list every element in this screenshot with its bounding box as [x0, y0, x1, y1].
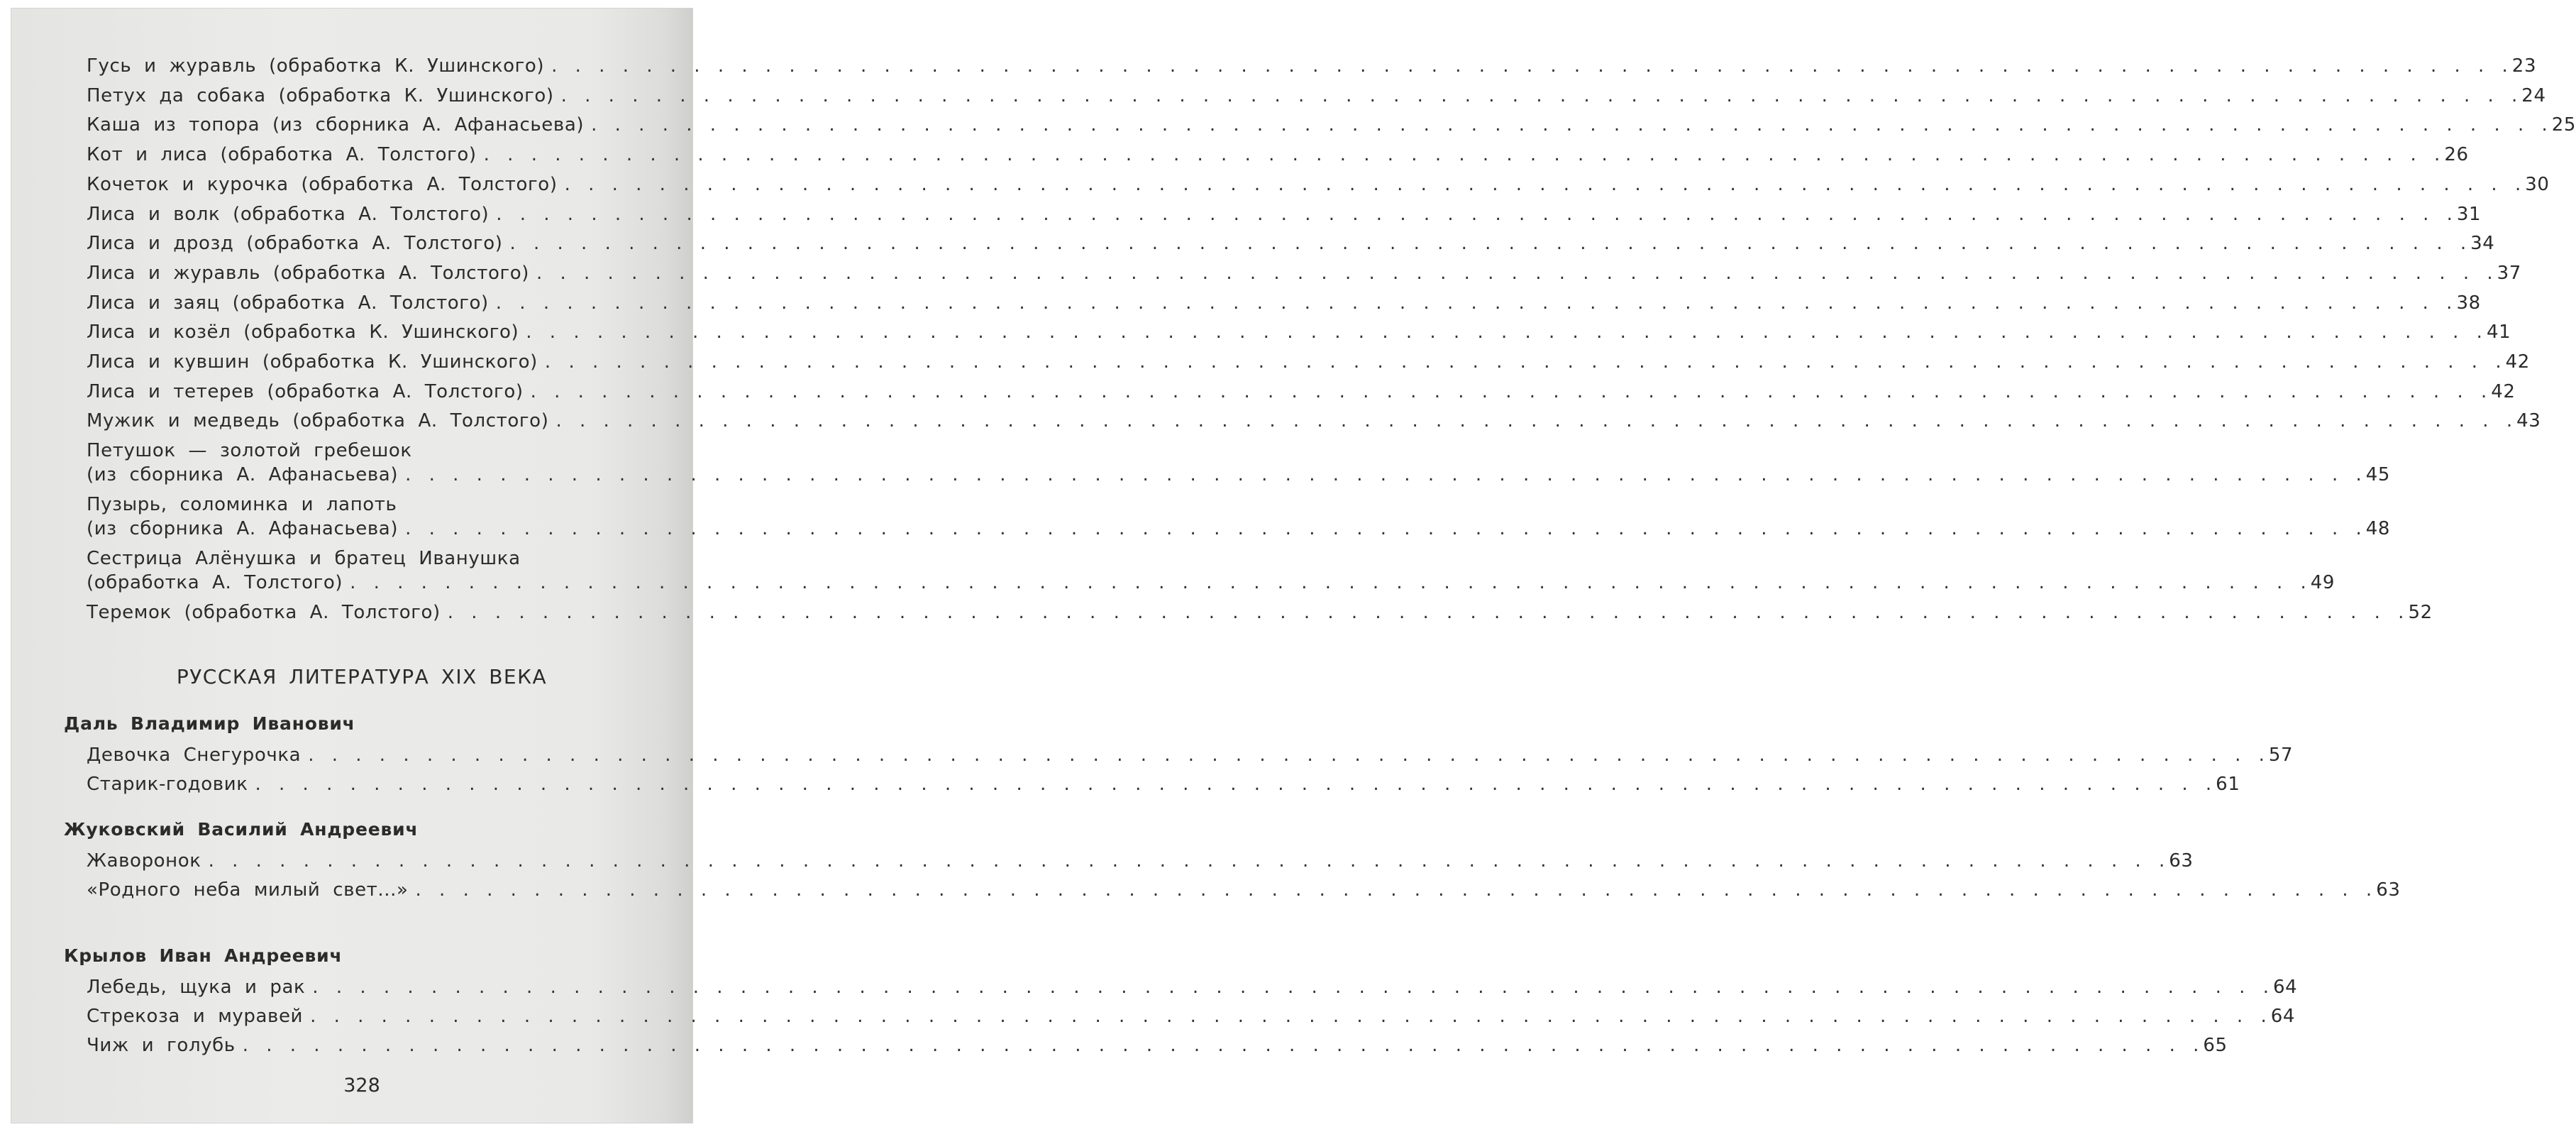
toc-entry: [87, 350, 2530, 374]
toc-entry: [87, 320, 2511, 344]
dot-leader: . . . . . . . . . . . . . . . . . . . . . . . . . . . . . . . . . . . . . . . . . . . . . . . . . . . . . . . . . . . . . . . . . . . . . . . . . . . . . . . . . . .: [591, 114, 2550, 136]
entry-page-number: 42: [2491, 380, 2516, 402]
entry-title: Мужик и медведь (обработка А. Толстого): [87, 410, 549, 432]
dot-leader: . . . . . . . . . . . . . . . . . . . . . . . . . . . . . . . . . . . . . . . . . . . . . . . . . . . . . . . . . . . . . . . . . . . . . . . . . . . . . . . . . . .: [310, 1006, 2270, 1027]
dot-leader: . . . . . . . . . . . . . . . . . . . . . . . . . . . . . . . . . . . . . . . . . . . . . . . . . . . . . . . . . . . . . . . . . . . . . . . . . . . . . . . . . . .: [551, 55, 2511, 77]
dot-leader: . . . . . . . . . . . . . . . . . . . . . . . . . . . . . . . . . . . . . . . . . . . . . . . . . . . . . . . . . . . . . . . . . . . . . . . . . . . . . . . . . . .: [509, 233, 2470, 255]
entry-title: Лиса и журавль (обработка А. Толстого): [87, 262, 529, 284]
entry-page-number: 61: [2216, 774, 2240, 795]
toc-entry: [87, 143, 2469, 167]
entry-title: Жаворонок: [87, 850, 201, 872]
dot-leader: . . . . . . . . . . . . . . . . . . . . . . . . . . . . . . . . . . . . . . . . . . . . . . . . . . . . . . . . . . . . . . . . . . . . . . . . . . . . . . . . . . .: [564, 173, 2524, 195]
toc-entry: [87, 172, 2550, 197]
entry-title: «Родного неба милый свет...»: [87, 879, 409, 901]
toc-entry: [87, 1033, 2228, 1057]
entry-title: (из сборника А. Афанасьева): [87, 464, 399, 486]
entry-title: Стрекоза и муравей: [87, 1006, 304, 1027]
dot-leader: . . . . . . . . . . . . . . . . . . . . . . . . . . . . . . . . . . . . . . . . . . . . . . . . . . . . . . . . . . . . . . . . . . . . . . . . . . . . . . . . . . .: [415, 879, 2375, 901]
dot-leader: . . . . . . . . . . . . . . . . . . . . . . . . . . . . . . . . . . . . . . . . . . . . . . . . . . . . . . . . . . . . . . . . . . . . . . . . . . . . . . . . . . .: [555, 410, 2516, 432]
entry-page-number: 38: [2456, 292, 2481, 314]
dot-leader: . . . . . . . . . . . . . . . . . . . . . . . . . . . . . . . . . . . . . . . . . . . . . . . . . . . . . . . . . . . . . . . . . . . . . . . . . . . . . . . . . . .: [242, 1035, 2202, 1056]
dot-leader: . . . . . . . . . . . . . . . . . . . . . . . . . . . . . . . . . . . . . . . . . . . . . . . . . . . . . . . . . . . . . . . . . . . . . . . . . . . . . . . . . . .: [447, 602, 2407, 624]
entry-title: Лиса и дрозд (обработка А. Толстого): [87, 233, 503, 255]
dot-leader: . . . . . . . . . . . . . . . . . . . . . . . . . . . . . . . . . . . . . . . . . . . . . . . . . . . . . . . . . . . . . . . . . . . . . . . . . . . . . . . . . . .: [208, 850, 2168, 872]
entry-page-number: 52: [2408, 602, 2433, 624]
entry-title-line: Петушок — золотой гребешок: [87, 440, 412, 462]
entry-title: Лиса и тетерев (обработка А. Толстого): [87, 380, 524, 402]
dot-leader: . . . . . . . . . . . . . . . . . . . . . . . . . . . . . . . . . . . . . . . . . . . . . . . . . . . . . . . . . . . . . . . . . . . . . . . . . . . . . . . . . . .: [405, 518, 2365, 540]
entry-page-number: 41: [2486, 322, 2511, 344]
dot-leader: . . . . . . . . . . . . . . . . . . . . . . . . . . . . . . . . . . . . . . . . . . . . . . . . . . . . . . . . . . . . . . . . . . . . . . . . . . . . . . . . . . .: [255, 774, 2215, 795]
entry-page-number: 26: [2444, 144, 2469, 166]
toc-entry: [87, 380, 2516, 404]
entry-title: Девочка Снегурочка: [87, 744, 302, 766]
author-name: Крылов Иван Андреевич: [64, 945, 343, 966]
entry-page-number: 24: [2521, 84, 2546, 106]
entry-title: Лебедь, щука и рак: [87, 977, 306, 998]
entry-title: Петух да собака (обработка К. Ушинского): [87, 84, 554, 106]
entry-title-line: Сестрица Алёнушка и братец Иванушка: [87, 548, 521, 570]
entry-title: Лиса и кувшин (обработка К. Ушинского): [87, 351, 538, 373]
dot-leader: . . . . . . . . . . . . . . . . . . . . . . . . . . . . . . . . . . . . . . . . . . . . . . . . . . . . . . . . . . . . . . . . . . . . . . . . . . . . . . . . . . .: [483, 144, 2443, 166]
entry-page-number: 42: [2505, 351, 2530, 373]
toc-entry: [87, 849, 2194, 873]
entry-page-number: 65: [2203, 1035, 2228, 1056]
entry-page-number: 30: [2525, 173, 2550, 195]
toc-entry: [87, 1004, 2296, 1028]
entry-page-number: 49: [2310, 572, 2335, 594]
toc-entry: [87, 743, 2294, 767]
toc-entry: [87, 878, 2401, 902]
entry-title: Теремок (обработка А. Толстого): [87, 602, 441, 624]
toc-entry: [87, 409, 2541, 433]
dot-leader: . . . . . . . . . . . . . . . . . . . . . . . . . . . . . . . . . . . . . . . . . . . . . . . . . . . . . . . . . . . . . . . . . . . . . . . . . . . . . . . . . . .: [312, 977, 2272, 998]
entry-title: Лиса и волк (обработка А. Толстого): [87, 203, 490, 225]
book-page: [11, 9, 2576, 1123]
toc-entry: [87, 600, 2433, 625]
entry-title: Кочеток и курочка (обработка А. Толстого): [87, 173, 558, 195]
entry-title: Старик-годовик: [87, 774, 248, 795]
author-name: Даль Владимир Иванович: [64, 713, 355, 734]
entry-page-number: 48: [2365, 518, 2391, 540]
entry-page-number: 43: [2516, 410, 2541, 432]
dot-leader: . . . . . . . . . . . . . . . . . . . . . . . . . . . . . . . . . . . . . . . . . . . . . . . . . . . . . . . . . . . . . . . . . . . . . . . . . . . . . . . . . . .: [544, 351, 2504, 373]
toc-entry: [87, 571, 2335, 595]
entry-page-number: 45: [2365, 464, 2391, 486]
author-name: Жуковский Василий Андреевич: [64, 819, 419, 840]
toc-entry: [87, 772, 2240, 796]
entry-page-number: 57: [2268, 744, 2294, 766]
entry-page-number: 23: [2511, 55, 2537, 77]
section-heading: РУССКАЯ ЛИТЕРАТУРА XIX ВЕКА: [176, 665, 548, 688]
dot-leader: . . . . . . . . . . . . . . . . . . . . . . . . . . . . . . . . . . . . . . . . . . . . . . . . . . . . . . . . . . . . . . . . . . . . . . . . . . . . . . . . . . .: [405, 464, 2365, 486]
toc-entry: [87, 291, 2481, 315]
dot-leader: . . . . . . . . . . . . . . . . . . . . . . . . . . . . . . . . . . . . . . . . . . . . . . . . . . . . . . . . . . . . . . . . . . . . . . . . . . . . . . . . . . .: [350, 572, 2309, 594]
toc-entry: [87, 113, 2576, 137]
entry-title: (обработка А. Толстого): [87, 572, 343, 594]
toc-entry: [87, 261, 2521, 285]
entry-title: Кот и лиса (обработка А. Толстого): [87, 144, 477, 166]
toc-entry: [87, 84, 2546, 108]
entry-page-number: 64: [2272, 977, 2298, 998]
toc-entry: [87, 975, 2298, 999]
entry-title: (из сборника А. Афанасьева): [87, 518, 399, 540]
entry-page-number: 63: [2169, 850, 2194, 872]
page-number: 328: [343, 1075, 380, 1097]
entry-page-number: 64: [2270, 1006, 2296, 1027]
dot-leader: . . . . . . . . . . . . . . . . . . . . . . . . . . . . . . . . . . . . . . . . . . . . . . . . . . . . . . . . . . . . . . . . . . . . . . . . . . . . . . . . . . .: [308, 744, 2267, 766]
dot-leader: . . . . . . . . . . . . . . . . . . . . . . . . . . . . . . . . . . . . . . . . . . . . . . . . . . . . . . . . . . . . . . . . . . . . . . . . . . . . . . . . . . .: [495, 292, 2455, 314]
entry-title: Лиса и козёл (обработка К. Ушинского): [87, 322, 519, 344]
entry-page-number: 31: [2456, 203, 2482, 225]
entry-title: Чиж и голубь: [87, 1035, 236, 1056]
entry-title: Гусь и журавль (обработка К. Ушинского): [87, 55, 545, 77]
dot-leader: . . . . . . . . . . . . . . . . . . . . . . . . . . . . . . . . . . . . . . . . . . . . . . . . . . . . . . . . . . . . . . . . . . . . . . . . . . . . . . . . . . .: [560, 84, 2521, 106]
dot-leader: . . . . . . . . . . . . . . . . . . . . . . . . . . . . . . . . . . . . . . . . . . . . . . . . . . . . . . . . . . . . . . . . . . . . . . . . . . . . . . . . . . .: [536, 262, 2496, 284]
entry-title: Каша из топора (из сборника А. Афанасьева): [87, 114, 585, 136]
toc-entry: [87, 463, 2391, 487]
entry-page-number: 63: [2376, 879, 2401, 901]
entry-page-number: 34: [2470, 233, 2495, 255]
dot-leader: . . . . . . . . . . . . . . . . . . . . . . . . . . . . . . . . . . . . . . . . . . . . . . . . . . . . . . . . . . . . . . . . . . . . . . . . . . . . . . . . . . .: [530, 380, 2490, 402]
entry-title-line: Пузырь, соломинка и лапоть: [87, 494, 397, 516]
dot-leader: . . . . . . . . . . . . . . . . . . . . . . . . . . . . . . . . . . . . . . . . . . . . . . . . . . . . . . . . . . . . . . . . . . . . . . . . . . . . . . . . . . .: [496, 203, 2455, 225]
entry-page-number: 37: [2497, 262, 2521, 284]
entry-page-number: 25: [2551, 114, 2576, 136]
dot-leader: . . . . . . . . . . . . . . . . . . . . . . . . . . . . . . . . . . . . . . . . . . . . . . . . . . . . . . . . . . . . . . . . . . . . . . . . . . . . . . . . . . .: [526, 322, 2485, 344]
toc-entry: [87, 202, 2482, 226]
toc-entry: [87, 231, 2495, 255]
entry-title: Лиса и заяц (обработка А. Толстого): [87, 292, 489, 314]
toc-entry: [87, 54, 2537, 78]
toc-entry: [87, 517, 2391, 541]
